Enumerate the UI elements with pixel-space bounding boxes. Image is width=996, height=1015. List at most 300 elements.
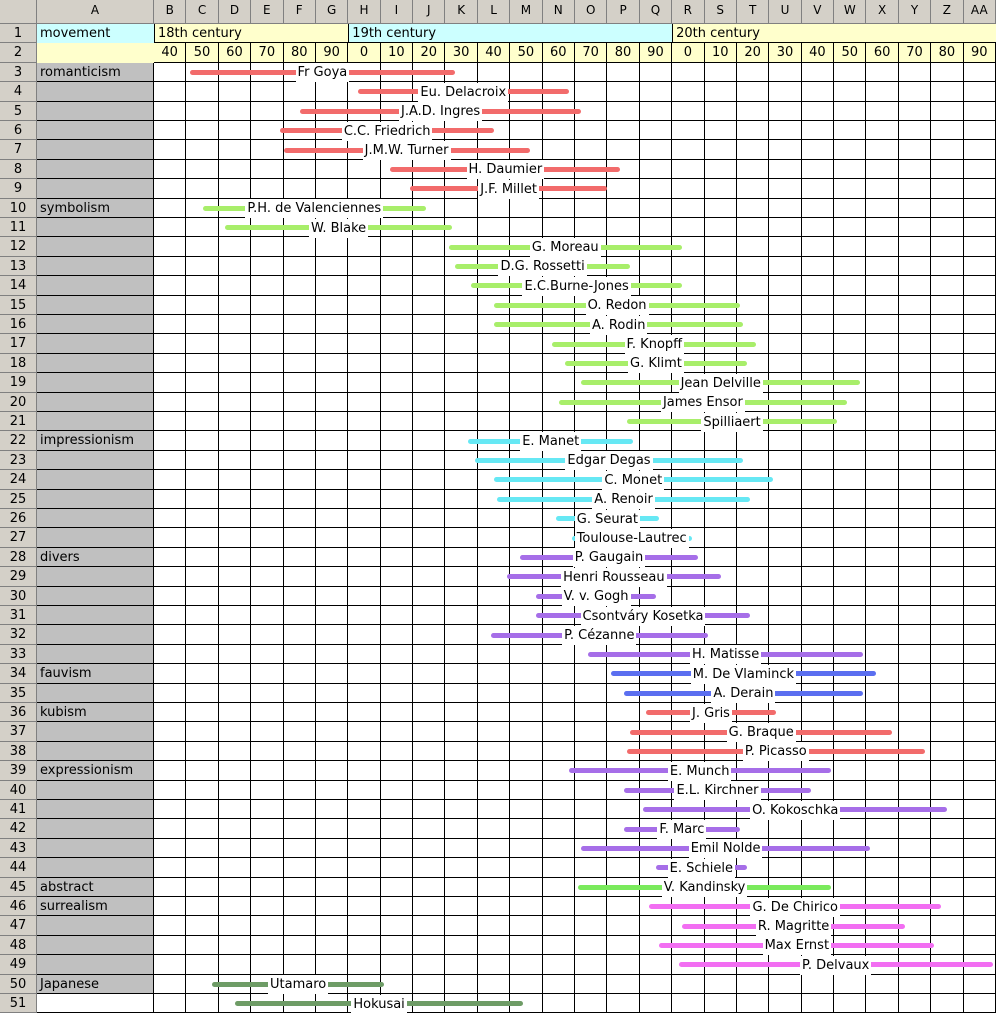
grid-cell[interactable] [348,722,380,741]
grid-cell[interactable] [251,858,283,877]
grid-cell[interactable] [348,858,380,877]
grid-cell[interactable] [186,878,218,897]
movement-cell[interactable] [37,121,154,140]
grid-cell[interactable] [154,819,186,838]
grid-cell[interactable] [348,878,380,897]
row-header[interactable]: 24 [0,470,37,489]
grid-cell[interactable] [672,82,704,101]
row-header[interactable]: 20 [0,393,37,412]
grid-cell[interactable] [316,179,348,198]
grid-cell[interactable] [381,257,413,276]
decade-header[interactable]: 50 [186,43,218,62]
grid-cell[interactable] [316,839,348,858]
decade-header[interactable]: 30 [769,43,801,62]
grid-cell[interactable] [802,199,834,218]
grid-cell[interactable] [316,160,348,179]
grid-cell[interactable] [802,431,834,450]
row-header[interactable]: 17 [0,334,37,353]
grid-cell[interactable] [834,218,866,237]
grid-cell[interactable] [575,82,607,101]
column-header-p[interactable]: P [607,0,639,24]
grid-cell[interactable] [802,819,834,838]
movement-cell[interactable] [37,839,154,858]
grid-cell[interactable] [964,140,996,159]
grid-cell[interactable] [154,994,186,1013]
grid-cell[interactable] [154,451,186,470]
row-header[interactable]: 16 [0,315,37,334]
grid-cell[interactable] [802,490,834,509]
grid-cell[interactable] [705,528,737,547]
grid-cell[interactable] [640,431,672,450]
grid-cell[interactable] [154,897,186,916]
grid-cell[interactable] [445,722,477,741]
grid-cell[interactable] [607,179,639,198]
grid-cell[interactable] [510,955,542,974]
grid-cell[interactable] [899,839,931,858]
grid-cell[interactable] [154,684,186,703]
grid-cell[interactable] [510,839,542,858]
grid-cell[interactable] [381,334,413,353]
movement-cell[interactable] [37,509,154,528]
movement-cell[interactable] [37,373,154,392]
grid-cell[interactable] [186,742,218,761]
grid-cell[interactable] [381,975,413,994]
grid-cell[interactable] [834,82,866,101]
decade-header[interactable]: 90 [316,43,348,62]
grid-cell[interactable] [478,761,510,780]
grid-cell[interactable] [737,567,769,586]
column-header-o[interactable]: O [575,0,607,24]
grid-cell[interactable] [510,684,542,703]
row-header[interactable]: 37 [0,722,37,741]
grid-cell[interactable] [964,218,996,237]
grid-cell[interactable] [964,858,996,877]
grid-cell[interactable] [607,82,639,101]
grid-cell[interactable] [154,412,186,431]
grid-cell[interactable] [737,819,769,838]
grid-cell[interactable] [381,237,413,256]
grid-cell[interactable] [899,63,931,82]
grid-cell[interactable] [510,63,542,82]
grid-cell[interactable] [543,742,575,761]
grid-cell[interactable] [769,548,801,567]
grid-cell[interactable] [316,606,348,625]
grid-cell[interactable] [284,393,316,412]
grid-cell[interactable] [251,276,283,295]
grid-cell[interactable] [510,373,542,392]
grid-cell[interactable] [381,179,413,198]
grid-cell[interactable] [348,761,380,780]
grid-cell[interactable] [510,936,542,955]
grid-cell[interactable] [802,354,834,373]
grid-cell[interactable] [899,199,931,218]
grid-cell[interactable] [154,121,186,140]
grid-cell[interactable] [964,606,996,625]
grid-cell[interactable] [510,354,542,373]
grid-cell[interactable] [381,819,413,838]
grid-cell[interactable] [348,257,380,276]
grid-cell[interactable] [284,839,316,858]
movement-cell[interactable] [37,82,154,101]
grid-cell[interactable] [931,121,963,140]
grid-cell[interactable] [284,160,316,179]
grid-cell[interactable] [802,509,834,528]
grid-cell[interactable] [186,800,218,819]
grid-cell[interactable] [413,431,445,450]
grid-cell[interactable] [316,936,348,955]
grid-cell[interactable] [705,179,737,198]
movement-cell[interactable] [37,722,154,741]
grid-cell[interactable] [705,975,737,994]
grid-cell[interactable] [834,102,866,121]
grid-cell[interactable] [575,994,607,1013]
grid-cell[interactable] [348,412,380,431]
grid-cell[interactable] [899,664,931,683]
grid-cell[interactable] [834,276,866,295]
grid-cell[interactable] [381,625,413,644]
grid-cell[interactable] [866,975,898,994]
grid-cell[interactable] [284,490,316,509]
grid-cell[interactable] [186,296,218,315]
grid-cell[interactable] [251,587,283,606]
grid-cell[interactable] [899,722,931,741]
grid-cell[interactable] [284,878,316,897]
grid-cell[interactable] [316,703,348,722]
grid-cell[interactable] [381,490,413,509]
grid-cell[interactable] [381,470,413,489]
grid-cell[interactable] [219,703,251,722]
grid-cell[interactable] [186,645,218,664]
grid-cell[interactable] [251,237,283,256]
grid-cell[interactable] [219,839,251,858]
row-header[interactable]: 46 [0,897,37,916]
grid-cell[interactable] [769,625,801,644]
row-header[interactable]: 39 [0,761,37,780]
grid-cell[interactable] [899,703,931,722]
grid-cell[interactable] [769,470,801,489]
grid-cell[interactable] [834,703,866,722]
grid-cell[interactable] [510,858,542,877]
grid-cell[interactable] [834,606,866,625]
grid-cell[interactable] [381,936,413,955]
grid-cell[interactable] [866,373,898,392]
movement-cell[interactable] [37,412,154,431]
row-header[interactable]: 2 [0,43,37,62]
row-header[interactable]: 6 [0,121,37,140]
row-header[interactable]: 23 [0,451,37,470]
grid-cell[interactable] [737,548,769,567]
grid-cell[interactable] [219,897,251,916]
row-header[interactable]: 5 [0,102,37,121]
grid-cell[interactable] [154,606,186,625]
grid-cell[interactable] [478,412,510,431]
grid-cell[interactable] [964,800,996,819]
grid-cell[interactable] [348,664,380,683]
grid-cell[interactable] [931,664,963,683]
grid-cell[interactable] [543,858,575,877]
grid-cell[interactable] [348,897,380,916]
grid-cell[interactable] [640,140,672,159]
grid-cell[interactable] [899,296,931,315]
grid-cell[interactable] [802,63,834,82]
grid-cell[interactable] [737,276,769,295]
decade-header[interactable]: 50 [510,43,542,62]
movement-label[interactable]: romanticism [37,63,154,82]
grid-cell[interactable] [251,722,283,741]
grid-cell[interactable] [543,800,575,819]
grid-cell[interactable] [866,257,898,276]
decade-header[interactable]: 60 [219,43,251,62]
column-header-y[interactable]: Y [899,0,931,24]
decade-header[interactable]: 30 [445,43,477,62]
grid-cell[interactable] [478,199,510,218]
grid-cell[interactable] [381,839,413,858]
grid-cell[interactable] [543,975,575,994]
grid-cell[interactable] [219,102,251,121]
century-label[interactable]: 19th century [348,24,672,43]
grid-cell[interactable] [154,315,186,334]
row-header[interactable]: 9 [0,179,37,198]
grid-cell[interactable] [284,684,316,703]
grid-cell[interactable] [899,878,931,897]
row-header[interactable]: 28 [0,548,37,567]
grid-cell[interactable] [510,781,542,800]
grid-cell[interactable] [251,412,283,431]
grid-cell[interactable] [510,664,542,683]
grid-cell[interactable] [640,975,672,994]
decade-header[interactable]: 20 [737,43,769,62]
grid-cell[interactable] [964,412,996,431]
grid-cell[interactable] [381,664,413,683]
grid-cell[interactable] [445,955,477,974]
row-header[interactable]: 29 [0,567,37,586]
grid-cell[interactable] [640,955,672,974]
grid-cell[interactable] [640,994,672,1013]
row-header[interactable]: 18 [0,354,37,373]
grid-cell[interactable] [154,237,186,256]
grid-cell[interactable] [899,509,931,528]
grid-cell[interactable] [640,179,672,198]
grid-cell[interactable] [769,276,801,295]
grid-cell[interactable] [219,509,251,528]
grid-cell[interactable] [931,354,963,373]
grid-cell[interactable] [607,800,639,819]
grid-cell[interactable] [640,82,672,101]
grid-cell[interactable] [413,451,445,470]
grid-cell[interactable] [899,490,931,509]
grid-cell[interactable] [672,587,704,606]
decade-header[interactable]: 10 [705,43,737,62]
grid-cell[interactable] [219,955,251,974]
movement-cell[interactable] [37,102,154,121]
grid-cell[interactable] [284,431,316,450]
grid-cell[interactable] [251,684,283,703]
grid-cell[interactable] [866,315,898,334]
grid-cell[interactable] [672,160,704,179]
grid-cell[interactable] [413,897,445,916]
grid-cell[interactable] [931,451,963,470]
column-header-h[interactable]: H [348,0,380,24]
grid-cell[interactable] [445,412,477,431]
grid-cell[interactable] [640,121,672,140]
grid-cell[interactable] [510,897,542,916]
grid-cell[interactable] [445,800,477,819]
grid-cell[interactable] [186,393,218,412]
grid-cell[interactable] [802,179,834,198]
grid-cell[interactable] [931,916,963,935]
grid-cell[interactable] [348,373,380,392]
movement-cell[interactable] [37,296,154,315]
grid-cell[interactable] [348,800,380,819]
grid-cell[interactable] [899,548,931,567]
grid-cell[interactable] [219,315,251,334]
grid-cell[interactable] [316,82,348,101]
grid-cell[interactable] [769,567,801,586]
grid-cell[interactable] [219,431,251,450]
grid-cell[interactable] [413,393,445,412]
grid-cell[interactable] [575,218,607,237]
grid-cell[interactable] [186,955,218,974]
grid-cell[interactable] [964,354,996,373]
grid-cell[interactable] [219,567,251,586]
grid-cell[interactable] [251,567,283,586]
grid-cell[interactable] [834,878,866,897]
grid-cell[interactable] [964,63,996,82]
grid-cell[interactable] [899,684,931,703]
grid-cell[interactable] [866,528,898,547]
grid-cell[interactable] [964,199,996,218]
grid-cell[interactable] [866,625,898,644]
grid-cell[interactable] [478,548,510,567]
grid-cell[interactable] [834,315,866,334]
movement-cell[interactable] [37,955,154,974]
grid-cell[interactable] [478,567,510,586]
grid-cell[interactable] [931,276,963,295]
decade-header[interactable]: 20 [413,43,445,62]
grid-cell[interactable] [348,237,380,256]
grid-cell[interactable] [931,645,963,664]
grid-cell[interactable] [186,354,218,373]
grid-cell[interactable] [510,800,542,819]
grid-cell[interactable] [251,703,283,722]
movement-label[interactable]: kubism [37,703,154,722]
grid-cell[interactable] [802,257,834,276]
grid-cell[interactable] [834,548,866,567]
grid-cell[interactable] [672,431,704,450]
grid-cell[interactable] [964,237,996,256]
grid-cell[interactable] [251,606,283,625]
grid-cell[interactable] [251,431,283,450]
grid-cell[interactable] [154,625,186,644]
grid-cell[interactable] [316,742,348,761]
grid-cell[interactable] [186,819,218,838]
grid-cell[interactable] [316,334,348,353]
grid-cell[interactable] [413,315,445,334]
grid-cell[interactable] [251,490,283,509]
grid-cell[interactable] [478,334,510,353]
grid-cell[interactable] [251,625,283,644]
grid-cell[interactable] [251,664,283,683]
grid-cell[interactable] [219,412,251,431]
grid-cell[interactable] [186,587,218,606]
grid-cell[interactable] [348,451,380,470]
grid-cell[interactable] [251,140,283,159]
grid-cell[interactable] [348,742,380,761]
grid-cell[interactable] [413,354,445,373]
grid-cell[interactable] [899,179,931,198]
row-header[interactable]: 13 [0,257,37,276]
grid-cell[interactable] [607,936,639,955]
grid-cell[interactable] [543,412,575,431]
grid-cell[interactable] [769,140,801,159]
grid-cell[interactable] [510,761,542,780]
grid-cell[interactable] [834,121,866,140]
grid-cell[interactable] [154,354,186,373]
grid-cell[interactable] [510,916,542,935]
column-header-a[interactable]: A [37,0,154,24]
grid-cell[interactable] [154,140,186,159]
grid-cell[interactable] [802,102,834,121]
grid-cell[interactable] [672,102,704,121]
grid-cell[interactable] [899,528,931,547]
grid-cell[interactable] [251,936,283,955]
grid-cell[interactable] [705,431,737,450]
grid-cell[interactable] [866,684,898,703]
grid-cell[interactable] [478,528,510,547]
grid-cell[interactable] [316,490,348,509]
grid-cell[interactable] [348,567,380,586]
grid-cell[interactable] [251,82,283,101]
grid-cell[interactable] [381,761,413,780]
grid-cell[interactable] [866,393,898,412]
grid-cell[interactable] [478,645,510,664]
grid-cell[interactable] [154,82,186,101]
grid-cell[interactable] [219,781,251,800]
grid-cell[interactable] [381,296,413,315]
grid-cell[interactable] [478,664,510,683]
grid-cell[interactable] [899,451,931,470]
grid-cell[interactable] [348,509,380,528]
grid-cell[interactable] [284,936,316,955]
grid-cell[interactable] [219,664,251,683]
grid-cell[interactable] [802,567,834,586]
grid-cell[interactable] [866,102,898,121]
grid-cell[interactable] [737,121,769,140]
grid-cell[interactable] [737,82,769,101]
grid-cell[interactable] [284,179,316,198]
column-header-u[interactable]: U [769,0,801,24]
row-header[interactable]: 30 [0,587,37,606]
grid-cell[interactable] [510,742,542,761]
grid-cell[interactable] [899,625,931,644]
grid-cell[interactable] [964,761,996,780]
grid-cell[interactable] [381,800,413,819]
movement-cell[interactable] [37,625,154,644]
grid-cell[interactable] [769,431,801,450]
grid-cell[interactable] [834,975,866,994]
century-label[interactable]: 18th century [154,24,348,43]
grid-cell[interactable] [316,373,348,392]
row-header[interactable]: 1 [0,24,37,43]
movement-cell[interactable] [37,742,154,761]
grid-cell[interactable] [381,431,413,450]
grid-cell[interactable] [802,587,834,606]
grid-cell[interactable] [316,955,348,974]
grid-cell[interactable] [866,431,898,450]
grid-cell[interactable] [769,509,801,528]
grid-cell[interactable] [381,645,413,664]
grid-cell[interactable] [672,994,704,1013]
